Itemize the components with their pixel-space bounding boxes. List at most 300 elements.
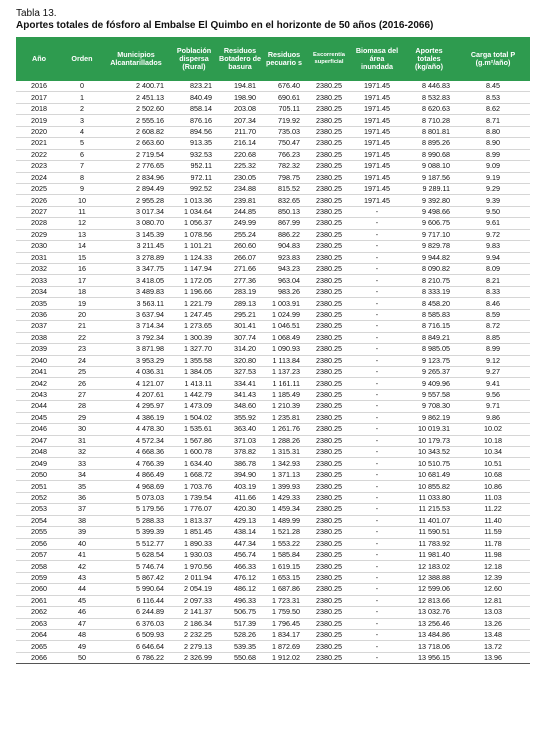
table-cell: 1 585.84: [262, 549, 306, 560]
table-cell: -: [352, 561, 402, 572]
table-cell: 2024: [16, 172, 62, 183]
table-cell: 1 776.07: [170, 504, 218, 515]
table-cell: 506.75: [218, 607, 262, 618]
table-cell: 1971.45: [352, 92, 402, 103]
table-row: [16, 549, 530, 560]
table-cell: 2065: [16, 641, 62, 652]
table-cell: 47: [62, 618, 102, 629]
table-row: [16, 424, 530, 435]
table-cell: 3 637.94: [102, 309, 170, 320]
table-cell: 1 653.15: [262, 572, 306, 583]
table-cell: 2 502.60: [102, 103, 170, 114]
table-cell: 2 608.82: [102, 126, 170, 137]
table-cell: 705.11: [262, 103, 306, 114]
column-header: Orden: [62, 37, 102, 81]
table-cell: -: [352, 241, 402, 252]
table-cell: -: [352, 549, 402, 560]
table-cell: 1 288.26: [262, 435, 306, 446]
table-cell: 11 215.53: [402, 504, 456, 515]
table-cell: 9.39: [456, 195, 530, 206]
table-cell: 9 606.75: [402, 218, 456, 229]
table-cell: -: [352, 344, 402, 355]
table-cell: 16: [62, 264, 102, 275]
table-cell: 8.62: [456, 103, 530, 114]
table-cell: 255.24: [218, 229, 262, 240]
table-cell: 1 161.11: [262, 378, 306, 389]
table-cell: 25: [62, 366, 102, 377]
table-cell: 244.85: [218, 206, 262, 217]
column-header: Año: [16, 37, 62, 81]
table-row: [16, 366, 530, 377]
table-cell: 334.41: [218, 378, 262, 389]
table-cell: 1 315.31: [262, 447, 306, 458]
table-cell: 1 078.56: [170, 229, 218, 240]
table-cell: 850.13: [262, 206, 306, 217]
table-cell: 266.07: [218, 252, 262, 263]
table-cell: 2041: [16, 366, 62, 377]
table-cell: 486.12: [218, 584, 262, 595]
table-cell: 3 347.75: [102, 264, 170, 275]
table-cell: 314.20: [218, 344, 262, 355]
table-cell: 2380.25: [306, 355, 352, 366]
table-cell: 22: [62, 332, 102, 343]
table-cell: 1 147.94: [170, 264, 218, 275]
table-cell: 2380.25: [306, 641, 352, 652]
table-cell: 8 895.26: [402, 138, 456, 149]
table-cell: 8.99: [456, 149, 530, 160]
table-row: [16, 218, 530, 229]
table-cell: 26: [62, 378, 102, 389]
table-cell: 8.85: [456, 332, 530, 343]
table-cell: 9.94: [456, 252, 530, 263]
table-cell: 411.66: [218, 492, 262, 503]
table-row: [16, 309, 530, 320]
table-row: [16, 595, 530, 606]
table-cell: 9.29: [456, 183, 530, 194]
table-cell: 2050: [16, 469, 62, 480]
column-header: Biomasa del área inundada: [352, 37, 402, 81]
table-cell: 429.13: [218, 515, 262, 526]
table-cell: 2380.25: [306, 275, 352, 286]
table-cell: 9 498.66: [402, 206, 456, 217]
table-cell: -: [352, 229, 402, 240]
table-cell: 1 489.99: [262, 515, 306, 526]
table-cell: 2380.25: [306, 298, 352, 309]
table-cell: 2380.25: [306, 527, 352, 538]
table-cell: 10: [62, 195, 102, 206]
table-cell: 1971.45: [352, 103, 402, 114]
table-cell: 1 723.31: [262, 595, 306, 606]
table-row: [16, 195, 530, 206]
table-cell: 1 235.81: [262, 412, 306, 423]
table-row: [16, 103, 530, 114]
table-cell: 12.18: [456, 561, 530, 572]
table-cell: 2380.25: [306, 286, 352, 297]
table-cell: 30: [62, 424, 102, 435]
table-row: [16, 469, 530, 480]
table-row: [16, 458, 530, 469]
table-cell: 11 401.07: [402, 515, 456, 526]
table-cell: 13.48: [456, 630, 530, 641]
table-cell: 394.90: [218, 469, 262, 480]
table-row: [16, 389, 530, 400]
table-cell: 1 399.93: [262, 481, 306, 492]
table-cell: 5: [62, 138, 102, 149]
table-cell: 2062: [16, 607, 62, 618]
table-cell: 20: [62, 309, 102, 320]
table-cell: 2035: [16, 298, 62, 309]
table-row: [16, 607, 530, 618]
table-cell: 10.34: [456, 447, 530, 458]
table-cell: 12 599.06: [402, 584, 456, 595]
table-cell: 456.74: [218, 549, 262, 560]
column-header: Municipios Alcantarillados: [102, 37, 170, 81]
column-header: Escorrentía superficial: [306, 37, 352, 81]
table-cell: 1 668.72: [170, 469, 218, 480]
table-cell: 4 968.69: [102, 481, 170, 492]
table-cell: 2039: [16, 344, 62, 355]
table-cell: 1 124.33: [170, 252, 218, 263]
table-cell: 1 459.34: [262, 504, 306, 515]
table-cell: 2380.25: [306, 126, 352, 137]
table-cell: 260.60: [218, 241, 262, 252]
table-cell: 8.99: [456, 344, 530, 355]
table-cell: -: [352, 286, 402, 297]
table-cell: 476.12: [218, 572, 262, 583]
table-cell: 12.60: [456, 584, 530, 595]
table-cell: 13.96: [456, 652, 530, 663]
table-cell: 2 097.33: [170, 595, 218, 606]
table-cell: 11: [62, 206, 102, 217]
table-cell: 2 555.16: [102, 115, 170, 126]
table-cell: 972.11: [170, 172, 218, 183]
table-cell: 2380.25: [306, 229, 352, 240]
table-row: [16, 92, 530, 103]
table-cell: 2380.25: [306, 630, 352, 641]
table-cell: 7: [62, 161, 102, 172]
table-cell: 2380.25: [306, 458, 352, 469]
table-cell: -: [352, 527, 402, 538]
table-cell: 3 563.11: [102, 298, 170, 309]
table-cell: 8 985.05: [402, 344, 456, 355]
table-cell: 36: [62, 492, 102, 503]
table-row: [16, 618, 530, 629]
table-cell: -: [352, 595, 402, 606]
table-cell: 690.61: [262, 92, 306, 103]
table-cell: 42: [62, 561, 102, 572]
table-cell: 4 572.34: [102, 435, 170, 446]
table-row: [16, 321, 530, 332]
table-cell: 3 792.34: [102, 332, 170, 343]
table-cell: 9 289.11: [402, 183, 456, 194]
table-cell: 27: [62, 389, 102, 400]
table-cell: 32: [62, 447, 102, 458]
table-cell: -: [352, 401, 402, 412]
table-cell: 9.09: [456, 161, 530, 172]
table-cell: 10 179.73: [402, 435, 456, 446]
table-cell: 1 553.22: [262, 538, 306, 549]
table-cell: 1 912.02: [262, 652, 306, 663]
table-cell: -: [352, 264, 402, 275]
table-cell: 371.03: [218, 435, 262, 446]
table-row: [16, 355, 530, 366]
table-cell: 1 851.45: [170, 527, 218, 538]
table-cell: 6 646.64: [102, 641, 170, 652]
table-cell: 4 121.07: [102, 378, 170, 389]
table-cell: 9 829.78: [402, 241, 456, 252]
table-cell: 13: [62, 229, 102, 240]
table-cell: 676.40: [262, 81, 306, 92]
table-cell: 2 186.34: [170, 618, 218, 629]
table-cell: 211.70: [218, 126, 262, 137]
table-row: [16, 241, 530, 252]
table-cell: 3 017.34: [102, 206, 170, 217]
table-cell: 2031: [16, 252, 62, 263]
table-cell: -: [352, 481, 402, 492]
table-cell: 9 409.96: [402, 378, 456, 389]
table-cell: 2017: [16, 92, 62, 103]
table-cell: 2380.25: [306, 195, 352, 206]
table-cell: 2380.25: [306, 264, 352, 275]
table-cell: 9 187.56: [402, 172, 456, 183]
table-cell: 1 796.45: [262, 618, 306, 629]
table-cell: 2047: [16, 435, 62, 446]
table-cell: 1971.45: [352, 138, 402, 149]
table-cell: 823.21: [170, 81, 218, 92]
table-cell: 8 710.28: [402, 115, 456, 126]
table-cell: 3 278.89: [102, 252, 170, 263]
table-cell: 8.59: [456, 309, 530, 320]
table-cell: 4 386.19: [102, 412, 170, 423]
table-cell: 13 718.06: [402, 641, 456, 652]
table-cell: 5 867.42: [102, 572, 170, 583]
table-cell: 1 034.64: [170, 206, 218, 217]
table-cell: -: [352, 309, 402, 320]
table-cell: 2019: [16, 115, 62, 126]
header-row: [16, 37, 530, 81]
table-cell: 5 073.03: [102, 492, 170, 503]
table-cell: 2058: [16, 561, 62, 572]
table-cell: 815.52: [262, 183, 306, 194]
table-cell: 2022: [16, 149, 62, 160]
table-cell: 2380.25: [306, 172, 352, 183]
table-cell: 2038: [16, 332, 62, 343]
table-cell: 2 955.28: [102, 195, 170, 206]
table-cell: 48: [62, 630, 102, 641]
table-cell: 5 179.56: [102, 504, 170, 515]
table-cell: 2380.25: [306, 92, 352, 103]
table-cell: 4: [62, 126, 102, 137]
table-cell: 12.81: [456, 595, 530, 606]
table-cell: 447.34: [218, 538, 262, 549]
table-cell: 2380.25: [306, 492, 352, 503]
table-cell: 8 849.21: [402, 332, 456, 343]
table-cell: 2027: [16, 206, 62, 217]
table-cell: 17: [62, 275, 102, 286]
table-cell: 2042: [16, 378, 62, 389]
table-cell: 963.04: [262, 275, 306, 286]
table-cell: 6 116.44: [102, 595, 170, 606]
table-cell: 39: [62, 527, 102, 538]
table-cell: 8.09: [456, 264, 530, 275]
table-cell: 4 866.49: [102, 469, 170, 480]
table-cell: 8 990.68: [402, 149, 456, 160]
table-row: [16, 447, 530, 458]
table-cell: 12.39: [456, 572, 530, 583]
table-row: [16, 264, 530, 275]
table-cell: 9 392.80: [402, 195, 456, 206]
table-cell: 5 399.39: [102, 527, 170, 538]
table-cell: 1 185.49: [262, 389, 306, 400]
table-cell: 2048: [16, 447, 62, 458]
table-cell: 14: [62, 241, 102, 252]
table-cell: 8.46: [456, 298, 530, 309]
table-cell: 11 033.80: [402, 492, 456, 503]
table-cell: 1 371.13: [262, 469, 306, 480]
table-cell: -: [352, 252, 402, 263]
table-cell: 19: [62, 298, 102, 309]
table-cell: 1 521.28: [262, 527, 306, 538]
table-cell: 1 101.21: [170, 241, 218, 252]
table-cell: 2 894.49: [102, 183, 170, 194]
table-cell: 11.78: [456, 538, 530, 549]
table-cell: -: [352, 630, 402, 641]
table-cell: 8.45: [456, 81, 530, 92]
table-cell: 8.80: [456, 126, 530, 137]
table-cell: -: [352, 298, 402, 309]
table-cell: 2 011.94: [170, 572, 218, 583]
table-cell: 13.72: [456, 641, 530, 652]
table-cell: 9.61: [456, 218, 530, 229]
table-cell: -: [352, 435, 402, 446]
table-cell: -: [352, 355, 402, 366]
table-cell: 13 956.15: [402, 652, 456, 663]
table-cell: 207.34: [218, 115, 262, 126]
table-row: [16, 161, 530, 172]
table-row: [16, 172, 530, 183]
table-cell: 239.81: [218, 195, 262, 206]
table-cell: 2051: [16, 481, 62, 492]
table-cell: 2380.25: [306, 161, 352, 172]
table-cell: 341.43: [218, 389, 262, 400]
table-cell: 1971.45: [352, 126, 402, 137]
table-cell: 230.05: [218, 172, 262, 183]
table-cell: 2380.25: [306, 447, 352, 458]
table-cell: 21: [62, 321, 102, 332]
table-cell: 3 418.05: [102, 275, 170, 286]
table-cell: 5 288.33: [102, 515, 170, 526]
table-cell: 301.41: [218, 321, 262, 332]
table-cell: 840.49: [170, 92, 218, 103]
table-cell: 1971.45: [352, 195, 402, 206]
table-cell: 2 719.54: [102, 149, 170, 160]
table-cell: 295.21: [218, 309, 262, 320]
table-cell: 8: [62, 172, 102, 183]
table-row: [16, 229, 530, 240]
table-row: [16, 515, 530, 526]
table-cell: 11.59: [456, 527, 530, 538]
table-cell: 9 862.19: [402, 412, 456, 423]
table-cell: 1 056.37: [170, 218, 218, 229]
table-cell: 1 535.61: [170, 424, 218, 435]
table-cell: 2020: [16, 126, 62, 137]
table-cell: 11 590.51: [402, 527, 456, 538]
table-cell: 913.35: [170, 138, 218, 149]
table-cell: 283.19: [218, 286, 262, 297]
table-cell: 1 327.70: [170, 344, 218, 355]
table-cell: 307.74: [218, 332, 262, 343]
table-cell: 2 141.37: [170, 607, 218, 618]
table-row: [16, 149, 530, 160]
table-cell: 1 196.66: [170, 286, 218, 297]
phosphorus-table: [16, 37, 530, 664]
table-cell: 2018: [16, 103, 62, 114]
table-cell: 10 019.31: [402, 424, 456, 435]
table-cell: 225.32: [218, 161, 262, 172]
table-cell: 2380.25: [306, 138, 352, 149]
table-cell: 2380.25: [306, 252, 352, 263]
table-cell: 2380.25: [306, 607, 352, 618]
table-cell: 1 442.79: [170, 389, 218, 400]
table-cell: 3 489.83: [102, 286, 170, 297]
table-row: [16, 138, 530, 149]
table-cell: 496.33: [218, 595, 262, 606]
table-cell: 2044: [16, 401, 62, 412]
table-cell: 2380.25: [306, 81, 352, 92]
table-cell: -: [352, 378, 402, 389]
table-cell: 4 295.97: [102, 401, 170, 412]
table-cell: 10 510.75: [402, 458, 456, 469]
table-cell: 46: [62, 607, 102, 618]
table-cell: 9 944.82: [402, 252, 456, 263]
table-cell: 13 256.46: [402, 618, 456, 629]
table-cell: -: [352, 572, 402, 583]
table-row: [16, 401, 530, 412]
table-cell: 2380.25: [306, 378, 352, 389]
table-cell: 932.53: [170, 149, 218, 160]
table-cell: 858.14: [170, 103, 218, 114]
table-cell: 2021: [16, 138, 62, 149]
table-cell: 539.35: [218, 641, 262, 652]
table-cell: 234.88: [218, 183, 262, 194]
table-cell: 2061: [16, 595, 62, 606]
table-cell: 9.27: [456, 366, 530, 377]
table-cell: 8.33: [456, 286, 530, 297]
table-cell: 1 355.58: [170, 355, 218, 366]
table-cell: 867.99: [262, 218, 306, 229]
table-cell: 4 036.31: [102, 366, 170, 377]
table-cell: 28: [62, 401, 102, 412]
table-cell: 1 024.99: [262, 309, 306, 320]
table-cell: 1 429.33: [262, 492, 306, 503]
table-row: [16, 286, 530, 297]
table-cell: 1971.45: [352, 149, 402, 160]
table-cell: 13 484.86: [402, 630, 456, 641]
table-cell: 1 619.15: [262, 561, 306, 572]
table-cell: 2380.25: [306, 549, 352, 560]
table-cell: 8.71: [456, 115, 530, 126]
table-cell: 4 766.39: [102, 458, 170, 469]
table-row: [16, 275, 530, 286]
table-row: [16, 298, 530, 309]
table-cell: -: [352, 618, 402, 629]
table-cell: 249.99: [218, 218, 262, 229]
table-cell: 2059: [16, 572, 62, 583]
table-cell: 3 871.98: [102, 344, 170, 355]
table-cell: 10.68: [456, 469, 530, 480]
table-cell: 2 279.13: [170, 641, 218, 652]
table-cell: 8 458.20: [402, 298, 456, 309]
